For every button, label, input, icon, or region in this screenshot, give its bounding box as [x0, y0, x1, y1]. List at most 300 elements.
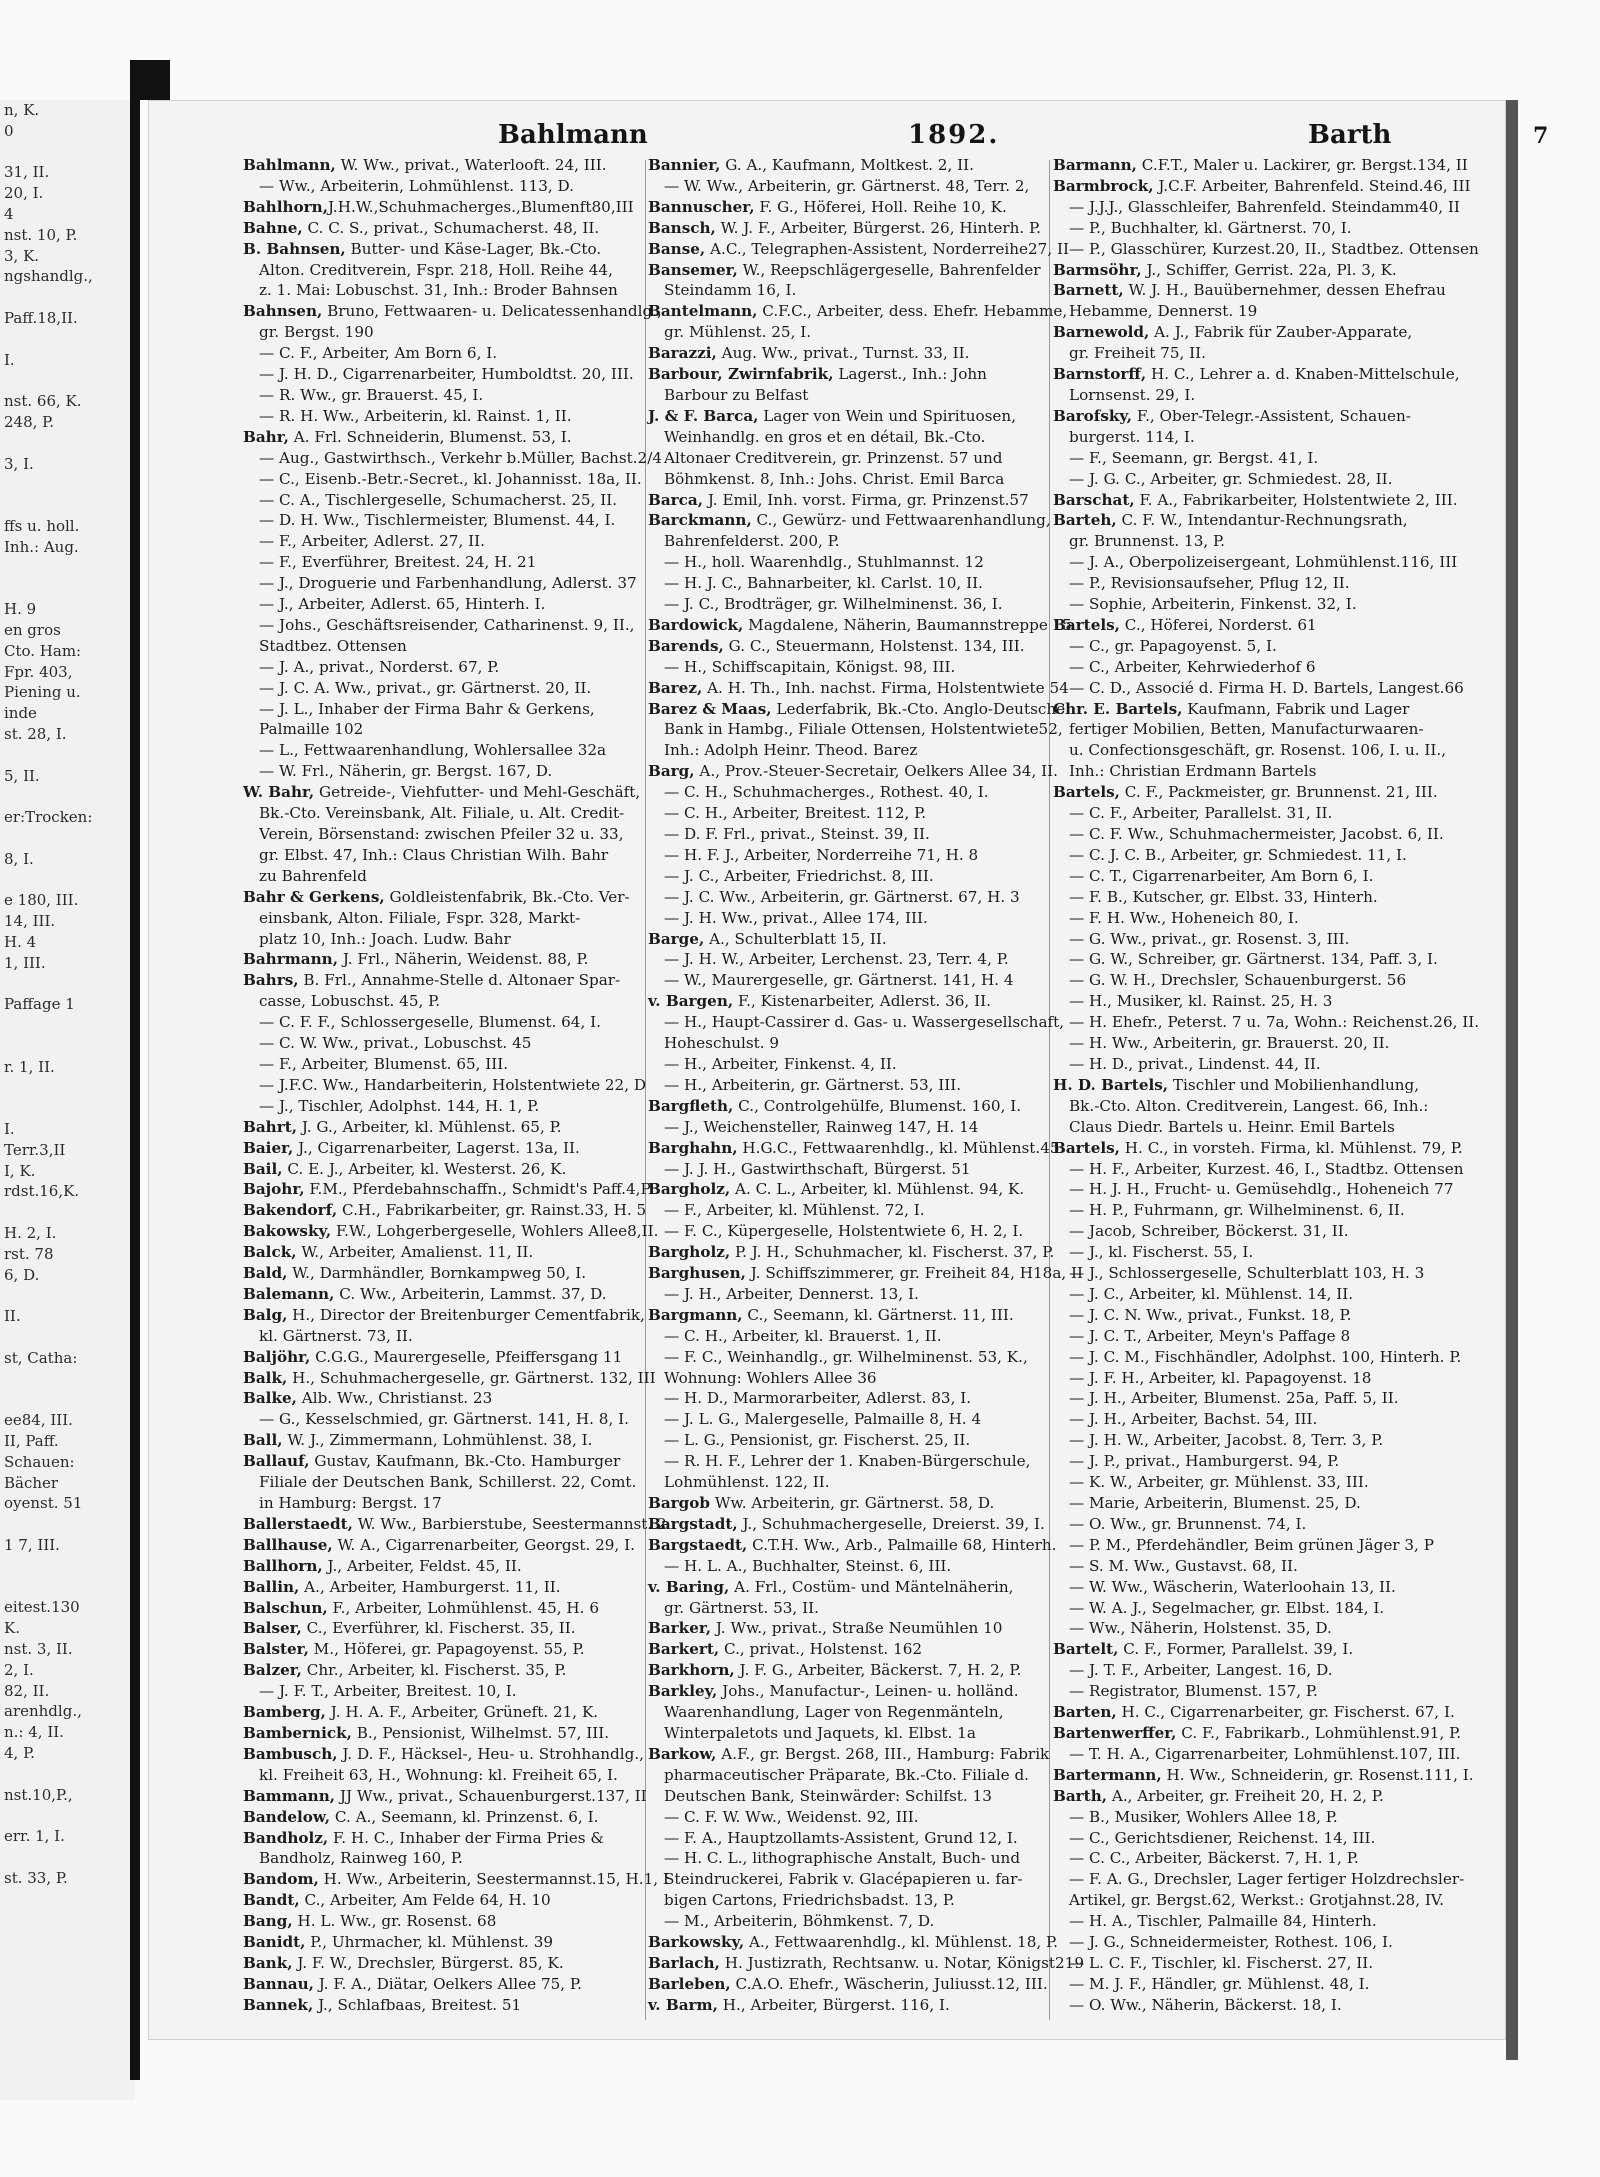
entry-details: — Registrator, Blumenst. 157, P. — [1069, 1682, 1318, 1701]
entry-details: — F. B., Kutscher, gr. Elbst. 33, Hinterh. — [1069, 887, 1378, 906]
directory-entry — [648, 1639, 1060, 1660]
directory-entry — [1053, 908, 1465, 929]
entry-surname: Barth, — [1053, 1786, 1108, 1805]
directory-entry — [648, 1723, 1060, 1744]
entry-details: A. H. Th., Inh. nachst. Firma, Holstentwiete 54 — [702, 678, 1069, 697]
directory-entry — [243, 1472, 655, 1493]
entry-surname: Bantelmann, — [648, 302, 758, 321]
directory-entry — [243, 1179, 655, 1200]
page-header — [248, 120, 1588, 160]
directory-entry — [648, 1869, 1060, 1890]
entry-details: H. Ww., Arbeiterin, Seestermannst.15, H.1, I — [318, 1870, 669, 1889]
directory-entry — [243, 594, 655, 615]
entry-details: F., Ober-Telegr.-Assistent, Schauen- — [1132, 406, 1411, 425]
entry-details: gr. Bergst. 190 — [259, 323, 374, 342]
directory-entry — [648, 803, 1060, 824]
directory-entry — [1053, 615, 1465, 636]
entry-details: F.M., Pferdebahnschaffn., Schmidt's Paff.4,P — [304, 1180, 651, 1199]
directory-entry — [243, 364, 655, 385]
entry-details: — C. F. F., Schlossergeselle, Blumenst. 64, I. — [259, 1013, 601, 1032]
directory-entry — [243, 1702, 655, 1723]
left-page-text-fragment — [0, 786, 135, 807]
directory-entry — [648, 364, 1060, 385]
entry-details: — L. C. F., Tischler, kl. Fischerst. 27, II. — [1069, 1953, 1374, 1972]
directory-entry — [648, 1618, 1060, 1639]
left-page-text-fragment — [0, 828, 135, 849]
entry-details: — J. C., Arbeiter, Friedrichst. 8, III. — [664, 866, 934, 885]
entry-surname: Ballerstaedt, — [243, 1514, 353, 1533]
left-page-text-fragment — [0, 1805, 135, 1826]
entry-surname: Bank, — [243, 1953, 293, 1972]
entry-details: C.T.H. Ww., Arb., Palmaille 68, Hinterh. — [747, 1535, 1057, 1554]
directory-entry — [1053, 1786, 1465, 1807]
directory-entry — [1053, 1347, 1465, 1368]
entry-surname: Bargob — [648, 1494, 711, 1512]
entry-details: J. Emil, Inh. vorst. Firma, gr. Prinzenst.57 — [703, 490, 1029, 509]
entry-surname: Chr. E. Bartels, — [1053, 699, 1183, 718]
directory-entry — [243, 1535, 655, 1556]
directory-entry — [243, 1953, 655, 1974]
directory-entry — [1053, 1807, 1465, 1828]
left-page-text-fragment: n, K. — [4, 101, 40, 119]
left-page-text-fragment: 248, P. — [4, 412, 54, 431]
entry-details: Goldleistenfabrik, Bk.-Cto. Ver- — [384, 887, 630, 906]
entry-details: — H. Ww., Arbeiterin, gr. Brauerst. 20, II. — [1069, 1034, 1390, 1053]
entry-details: burgerst. 114, I. — [1069, 427, 1195, 446]
directory-entry — [648, 1305, 1060, 1326]
entry-surname: Barkert, — [648, 1640, 720, 1659]
entry-details: — O. Ww., gr. Brunnenst. 74, I. — [1069, 1514, 1307, 1533]
entry-details: — G., Kesselschmied, gr. Gärtnerst. 141, H. 8, I. — [259, 1410, 629, 1429]
entry-details: — H. D., Marmorarbeiter, Adlerst. 83, I. — [664, 1389, 972, 1408]
directory-entry — [243, 1974, 655, 1995]
entry-details: — H. C. L., lithographische Anstalt, Buch- und — [664, 1849, 1021, 1868]
left-page-text-fragment — [0, 1389, 135, 1410]
directory-entry — [243, 1744, 655, 1765]
left-page-text-fragment — [0, 1098, 135, 1119]
directory-entry — [1053, 1305, 1465, 1326]
entry-details: — M. J. F., Händler, gr. Mühlenst. 48, I. — [1069, 1974, 1370, 1993]
directory-entry — [243, 1054, 655, 1075]
directory-entry — [243, 343, 655, 364]
entry-details: F., Arbeiter, Lohmühlenst. 45, H. 6 — [327, 1598, 599, 1617]
directory-entry — [1053, 803, 1465, 824]
directory-entry — [243, 1598, 655, 1619]
left-page-text-fragment — [0, 1369, 135, 1390]
entry-details: A. Frl., Costüm- und Mäntelnäherin, — [729, 1577, 1014, 1596]
entry-details: H., Arbeiter, Bürgerst. 116, I. — [717, 1995, 950, 2014]
directory-entry — [1053, 657, 1465, 678]
directory-entry — [1053, 1598, 1465, 1619]
directory-entry — [243, 1242, 655, 1263]
entry-details: Deutschen Bank, Steinwärder: Schilfst. 13 — [664, 1786, 992, 1805]
directory-entry — [648, 1347, 1060, 1368]
directory-entry — [1053, 991, 1465, 1012]
entry-surname: Bandholz, — [243, 1828, 329, 1847]
directory-entry — [1053, 1869, 1465, 1890]
directory-entry — [243, 385, 655, 406]
entry-details: Aug. Ww., privat., Turnst. 33, II. — [716, 344, 970, 363]
entry-details: bigen Cartons, Friedrichsbadst. 13, P. — [664, 1891, 955, 1910]
directory-entry — [243, 740, 655, 761]
entry-details: Lagerst., Inh.: John — [833, 365, 987, 384]
directory-entry — [1053, 1054, 1465, 1075]
entry-details: — H. F., Arbeiter, Kurzest. 46, I., Stadtbz. Ottensen — [1069, 1159, 1464, 1178]
entry-details: Getreide-, Viehfutter- und Mehl-Geschäft, — [314, 783, 641, 802]
directory-entry — [1053, 929, 1465, 950]
entry-details: H. Ww., Schneiderin, gr. Rosenst.111, I. — [1161, 1765, 1474, 1784]
directory-entry — [648, 1159, 1060, 1180]
left-page-text-fragment: Piening u. — [4, 683, 81, 702]
entry-details: J. Ww., privat., Straße Neumühlen 10 — [711, 1619, 1003, 1638]
directory-entry — [243, 1159, 655, 1180]
directory-entry — [243, 1117, 655, 1138]
directory-entry — [648, 406, 1060, 427]
directory-entry — [1053, 1096, 1465, 1117]
left-page-text-fragment: oyenst. 51 — [4, 1494, 83, 1513]
entry-details: — G. W., Schreiber, gr. Gärtnerst. 134, Paff. 3, I. — [1069, 950, 1438, 969]
directory-entry — [243, 1075, 655, 1096]
entry-details: F.W., Lohgerbergeselle, Wohlers Allee8,II. — [331, 1222, 659, 1241]
left-page-text-fragment: e 180, III. — [4, 891, 79, 910]
directory-entry — [1053, 343, 1465, 364]
entry-surname: v. Barm, — [648, 1995, 718, 2014]
directory-entry — [1053, 260, 1465, 281]
directory-entry — [1053, 1033, 1465, 1054]
directory-entry — [648, 343, 1060, 364]
entry-details: W., Darmhändler, Bornkampweg 50, I. — [287, 1264, 587, 1283]
entry-surname: Barkow, — [648, 1744, 717, 1763]
directory-entry — [1053, 1159, 1465, 1180]
entry-details: — W. A. J., Segelmacher, gr. Elbst. 184, I. — [1069, 1598, 1385, 1617]
directory-entry — [243, 782, 655, 803]
directory-entry — [648, 949, 1060, 970]
entry-details: — C. W. Ww., privat., Lobuschst. 45 — [259, 1034, 532, 1053]
entry-surname: Barteh, — [1053, 511, 1117, 530]
entry-details: — H., Arbeiterin, gr. Gärtnerst. 53, III. — [664, 1075, 962, 1094]
entry-details: — O. Ww., Näherin, Bäckerst. 18, I. — [1069, 1995, 1342, 2014]
entry-details: Kaufmann, Fabrik und Lager — [1182, 699, 1410, 718]
header-left-keyword: Bahlmann — [498, 120, 648, 150]
directory-entry — [648, 1681, 1060, 1702]
entry-details: Weinhandlg. en gros et en détail, Bk.-Cto. — [664, 427, 986, 446]
entry-details: — J. H. Ww., privat., Allee 174, III. — [664, 908, 928, 927]
entry-details: — C. H., Arbeiter, kl. Brauerst. 1, II. — [664, 1326, 942, 1345]
left-page-text-fragment — [0, 1015, 135, 1036]
directory-entry — [1053, 1263, 1465, 1284]
entry-details: — T. H. A., Cigarrenarbeiter, Lohmühlenst.107, III. — [1069, 1744, 1461, 1763]
entry-surname: Bahrmann, — [243, 950, 339, 969]
entry-details: — J. L., Inhaber der Firma Bahr & Gerkens, — [259, 699, 595, 718]
entry-details: — F., Arbeiter, Blumenst. 65, III. — [259, 1054, 509, 1073]
left-page-text-fragment: 3, I. — [4, 454, 34, 473]
left-page-text-fragment: 0 — [4, 121, 14, 140]
directory-entry — [648, 1368, 1060, 1389]
directory-entry — [1053, 531, 1465, 552]
entry-details: — P., Buchhalter, kl. Gärtnerst. 70, I. — [1069, 218, 1352, 237]
directory-entry — [243, 406, 655, 427]
entry-details: A., Arbeiter, gr. Freiheit 20, H. 2, P. — [1107, 1786, 1384, 1805]
entry-details: — R. H. Ww., Arbeiterin, kl. Rainst. 1, II. — [259, 406, 572, 425]
directory-entry — [1053, 970, 1465, 991]
entry-surname: J. & F. Barca, — [648, 406, 759, 425]
entry-surname: Barleben, — [648, 1974, 731, 1993]
entry-details: — J., Schlossergeselle, Schulterblatt 103, H. 3 — [1069, 1264, 1425, 1283]
directory-entry — [243, 887, 655, 908]
entry-details: Johs., Manufactur-, Leinen- u. holländ. — [717, 1682, 1019, 1701]
directory-entry — [243, 1995, 655, 2016]
directory-entry — [243, 1451, 655, 1472]
directory-entry — [243, 657, 655, 678]
entry-details: H., Schuhmachergeselle, gr. Gärtnerst. 132, III — [287, 1368, 656, 1387]
entry-surname: Barazzi, — [648, 344, 717, 363]
directory-entry — [648, 991, 1060, 1012]
page-number: 7 — [1533, 123, 1549, 149]
entry-details: — J. H., Arbeiter, Bachst. 54, III. — [1069, 1410, 1318, 1429]
left-page-text-fragment: eitest.130 — [4, 1598, 80, 1617]
entry-surname: Balschun, — [243, 1598, 328, 1617]
entry-details: — J., Droguerie und Farbenhandlung, Adlerst. 37 — [259, 574, 637, 593]
left-page-text-fragment: 4, P. — [4, 1743, 35, 1762]
left-page-text-fragment: 31, II. — [4, 163, 50, 182]
entry-details: C., Arbeiter, Am Felde 64, H. 10 — [299, 1891, 551, 1910]
entry-surname: Barnett, — [1053, 281, 1124, 300]
entry-surname: Bandelow, — [243, 1807, 331, 1826]
book-gutter-top — [130, 60, 170, 100]
left-page-text-fragment — [0, 745, 135, 766]
header-right-keyword: Barth — [1308, 120, 1392, 150]
directory-entry — [648, 1765, 1060, 1786]
entry-surname: Ballauf, — [243, 1452, 310, 1471]
entry-surname: Bamberg, — [243, 1703, 326, 1722]
directory-entry — [243, 552, 655, 573]
entry-details: — C., Arbeiter, Kehrwiederhof 6 — [1069, 657, 1316, 676]
entry-details: — W. Ww., Wäscherin, Waterloohain 13, II. — [1069, 1577, 1396, 1596]
entry-details: — G. Ww., privat., gr. Rosenst. 3, III. — [1069, 929, 1350, 948]
entry-details: Böhmkenst. 8, Inh.: Johs. Christ. Emil Barca — [664, 469, 1005, 488]
entry-details: J. Schiffszimmerer, gr. Freiheit 84, H18a, II — [745, 1264, 1084, 1283]
directory-column-1 — [243, 155, 669, 2035]
entry-details: J., Schuhmachergeselle, Dreierst. 39, I. — [737, 1514, 1045, 1533]
directory-entry — [1053, 1284, 1465, 1305]
directory-entry — [648, 866, 1060, 887]
directory-entry — [1053, 155, 1468, 176]
entry-surname: Barkowsky, — [648, 1933, 745, 1952]
left-page-text-fragment — [0, 1514, 135, 1535]
entry-surname: Barghusen, — [648, 1264, 746, 1283]
entry-surname: Bargfleth, — [648, 1096, 734, 1115]
entry-surname: Barez & Maas, — [648, 699, 772, 718]
entry-details: Verein, Börsenstand: zwischen Pfeiler 32 u. 33, — [259, 825, 624, 843]
entry-details: — J. H. W., Arbeiter, Lerchenst. 23, Terr. 4, P. — [664, 950, 1009, 969]
entry-details: H., Director der Breitenburger Cementfabrik, — [287, 1305, 645, 1324]
entry-details: C., Gewürz- und Fettwaarenhandlung, — [751, 511, 1051, 530]
directory-entry — [648, 719, 1063, 740]
directory-entry — [1053, 1702, 1465, 1723]
directory-entry — [1053, 1179, 1465, 1200]
directory-page — [148, 100, 1549, 2040]
directory-entry — [1053, 1660, 1465, 1681]
directory-entry — [1053, 1828, 1465, 1849]
entry-details: — G. W. H., Drechsler, Schauenburgerst. 56 — [1069, 971, 1407, 990]
entry-details: F. H. C., Inhaber der Firma Pries & — [328, 1828, 604, 1847]
directory-entry — [1053, 1221, 1465, 1242]
entry-details: J., Schlafbaas, Breitest. 51 — [313, 1995, 522, 2014]
directory-entry — [1053, 1117, 1465, 1138]
entry-details: Tischler und Mobilienhandlung, — [1168, 1075, 1420, 1094]
directory-entry — [648, 1117, 1060, 1138]
directory-entry — [1053, 301, 1465, 322]
left-page-text-fragment: 14, III. — [4, 912, 56, 931]
entry-details: — C. T., Cigarrenarbeiter, Am Born 6, I. — [1069, 866, 1374, 885]
entry-details: C. E. J., Arbeiter, kl. Westerst. 26, K. — [282, 1159, 567, 1178]
entry-surname: Bannau, — [243, 1974, 314, 1993]
directory-entry — [1053, 1451, 1465, 1472]
entry-details: J., Cigarrenarbeiter, Lagerst. 13a, II. — [293, 1138, 580, 1157]
entry-details: — C. H., Schuhmacherges., Rothest. 40, I. — [664, 783, 989, 802]
directory-entry — [1053, 761, 1465, 782]
entry-details: — F., Seemann, gr. Bergst. 41, I. — [1069, 448, 1319, 467]
entry-details: fertiger Mobilien, Betten, Manufacturwaaren- — [1069, 720, 1424, 739]
directory-entry — [243, 1932, 655, 1953]
entry-details: — C. D., Associé d. Firma H. D. Bartels, Langest.66 — [1069, 678, 1464, 697]
left-page-text-fragment: st. 28, I. — [4, 724, 67, 743]
entry-details: — J. L. G., Malergeselle, Palmaille 8, H. 4 — [664, 1410, 982, 1429]
directory-entry — [1053, 573, 1465, 594]
entry-details: — M., Arbeiterin, Böhmkenst. 7, D. — [664, 1912, 935, 1931]
left-page-text-fragment: arenhdlg., — [4, 1702, 82, 1721]
entry-details: — F. C., Küpergeselle, Holstentwiete 6, H. 2, I. — [664, 1222, 1024, 1241]
entry-details: C.F.T., Maler u. Lackirer, gr. Bergst.134, II — [1136, 156, 1468, 174]
directory-entry — [243, 1033, 655, 1054]
left-page-text-fragment — [0, 1764, 135, 1785]
left-page-text-fragment — [0, 370, 135, 391]
directory-entry — [243, 929, 655, 950]
directory-entry — [243, 469, 655, 490]
directory-entry — [648, 155, 1060, 176]
entry-details: — J. F. T., Arbeiter, Breitest. 10, I. — [259, 1682, 517, 1701]
entry-details: M., Höferei, gr. Papagoyenst. 55, P. — [308, 1640, 585, 1659]
entry-details: — C., Gerichtsdiener, Reichenst. 14, III. — [1069, 1828, 1376, 1847]
entry-details: H. C., Cigarrenarbeiter, gr. Fischerst. 67, I. — [1116, 1703, 1455, 1722]
directory-entry — [243, 1409, 655, 1430]
directory-entry — [243, 1723, 655, 1744]
entry-surname: Ballin, — [243, 1577, 300, 1596]
entry-details: W. Ww., privat., Waterlooft. 24, III. — [335, 156, 607, 174]
entry-details: Bandholz, Rainweg 160, P. — [259, 1849, 463, 1868]
entry-details: W. J., Zimmermann, Lohmühlenst. 38, I. — [282, 1431, 593, 1450]
directory-entry — [1053, 824, 1465, 845]
entry-surname: Barker, — [648, 1619, 712, 1638]
entry-details: — B., Musiker, Wohlers Allee 18, P. — [1069, 1807, 1338, 1826]
directory-entry — [243, 1368, 655, 1389]
directory-entry — [1053, 176, 1471, 197]
entry-surname: Balck, — [243, 1243, 297, 1262]
directory-entry — [1053, 887, 1465, 908]
entry-details: W., Arbeiter, Amalienst. 11, II. — [296, 1243, 534, 1262]
directory-entry — [243, 1890, 655, 1911]
directory-entry — [648, 1848, 1060, 1869]
entry-details: — H. Ehefr., Peterst. 7 u. 7a, Wohn.: Reichenst.26, II. — [1069, 1013, 1480, 1032]
entry-details: W. J. H., Bauübernehmer, dessen Ehefrau — [1123, 281, 1446, 300]
entry-surname: Banse, — [648, 239, 706, 258]
directory-entry — [243, 615, 655, 636]
entry-details: Bruno, Fettwaaren- u. Delicatessenhandlg., — [322, 302, 662, 321]
entry-details: Gustav, Kaufmann, Bk.-Cto. Hamburger — [309, 1452, 621, 1471]
directory-entry — [243, 1493, 655, 1514]
entry-details: — Johs., Geschäftsreisender, Catharinenst. 9, II., — [259, 615, 635, 634]
entry-surname: Barghahn, — [648, 1138, 738, 1157]
entry-details: Steindamm 16, I. — [664, 281, 797, 300]
entry-surname: Bammann, — [243, 1786, 336, 1805]
directory-entry — [243, 1639, 655, 1660]
entry-details: Alton. Creditverein, Fspr. 218, Holl. Reihe 44, — [259, 260, 613, 279]
directory-entry — [1053, 1514, 1465, 1535]
entry-details: — J. H. D., Cigarrenarbeiter, Humboldtst. 20, III. — [259, 365, 634, 384]
entry-details: — J. P., privat., Hamburgerst. 94, P. — [1069, 1452, 1340, 1471]
directory-entry — [1053, 385, 1465, 406]
directory-entry — [243, 699, 655, 720]
entry-details: gr. Mühlenst. 25, I. — [664, 323, 812, 342]
book-gutter — [130, 60, 140, 2080]
entry-surname: Bahr, — [243, 427, 289, 446]
entry-surname: Barg, — [648, 762, 695, 781]
left-page-text-fragment: Fpr. 403, — [4, 662, 73, 681]
entry-surname: Bannek, — [243, 1995, 314, 2014]
entry-surname: Bargmann, — [648, 1305, 743, 1324]
directory-entry — [243, 1556, 655, 1577]
entry-details: — C. A., Tischlergeselle, Schumacherst. 25, II. — [259, 490, 618, 509]
entry-details: — F., Arbeiter, Adlerst. 27, II. — [259, 532, 485, 551]
entry-details: C., Controlgehülfe, Blumenst. 160, I. — [733, 1096, 1022, 1115]
directory-entry — [243, 1807, 655, 1828]
left-page-text-fragment: ngshandlg., — [4, 267, 93, 286]
entry-details: — Ww., Näherin, Holstenst. 35, D. — [1069, 1619, 1332, 1638]
entry-details: C. A., Seemann, kl. Prinzenst. 6, I. — [330, 1807, 599, 1826]
directory-entry — [648, 427, 1060, 448]
entry-details: J. F. W., Drechsler, Bürgerst. 85, K. — [292, 1953, 564, 1972]
entry-details: — F. C., Weinhandlg., gr. Wilhelminenst. 53, K., — [664, 1347, 1028, 1366]
entry-details: Altonaer Creditverein, gr. Prinzenst. 57 und — [664, 448, 1003, 467]
directory-entry — [1053, 719, 1465, 740]
directory-entry — [243, 678, 655, 699]
left-page-text-fragment: Terr.3,II — [4, 1140, 66, 1159]
left-page-text-fragment — [0, 142, 135, 163]
directory-entry — [1053, 1326, 1465, 1347]
directory-entry — [648, 657, 1060, 678]
left-page-text-fragment — [0, 578, 135, 599]
directory-entry — [243, 197, 655, 218]
left-page-text-fragment: 6, D. — [4, 1265, 40, 1284]
directory-entry — [648, 301, 1068, 322]
left-page-text-fragment: Cto. Ham: — [4, 641, 82, 660]
entry-details: C. F., Packmeister, gr. Brunnenst. 21, III. — [1119, 783, 1438, 802]
left-page-text-fragment: Bächer — [4, 1473, 59, 1492]
left-page-text-fragment — [0, 433, 135, 454]
left-page-text-fragment: r. 1, II. — [4, 1057, 55, 1076]
directory-entry — [243, 1765, 655, 1786]
entry-details: — J. J. H., Gastwirthschaft, Bürgerst. 51 — [664, 1159, 971, 1178]
entry-details: kl. Freiheit 63, H., Wohnung: kl. Freiheit 65, I. — [259, 1765, 618, 1784]
directory-entry — [648, 1409, 1060, 1430]
directory-entry — [1053, 239, 1479, 260]
entry-surname: Bardowick, — [648, 615, 744, 634]
directory-entry — [648, 1744, 1060, 1765]
entry-surname: Barmsöhr, — [1053, 260, 1142, 279]
entry-surname: H. D. Bartels, — [1053, 1075, 1169, 1094]
entry-details: A., Schulterblatt 15, II. — [704, 929, 887, 948]
directory-entry — [243, 1681, 655, 1702]
